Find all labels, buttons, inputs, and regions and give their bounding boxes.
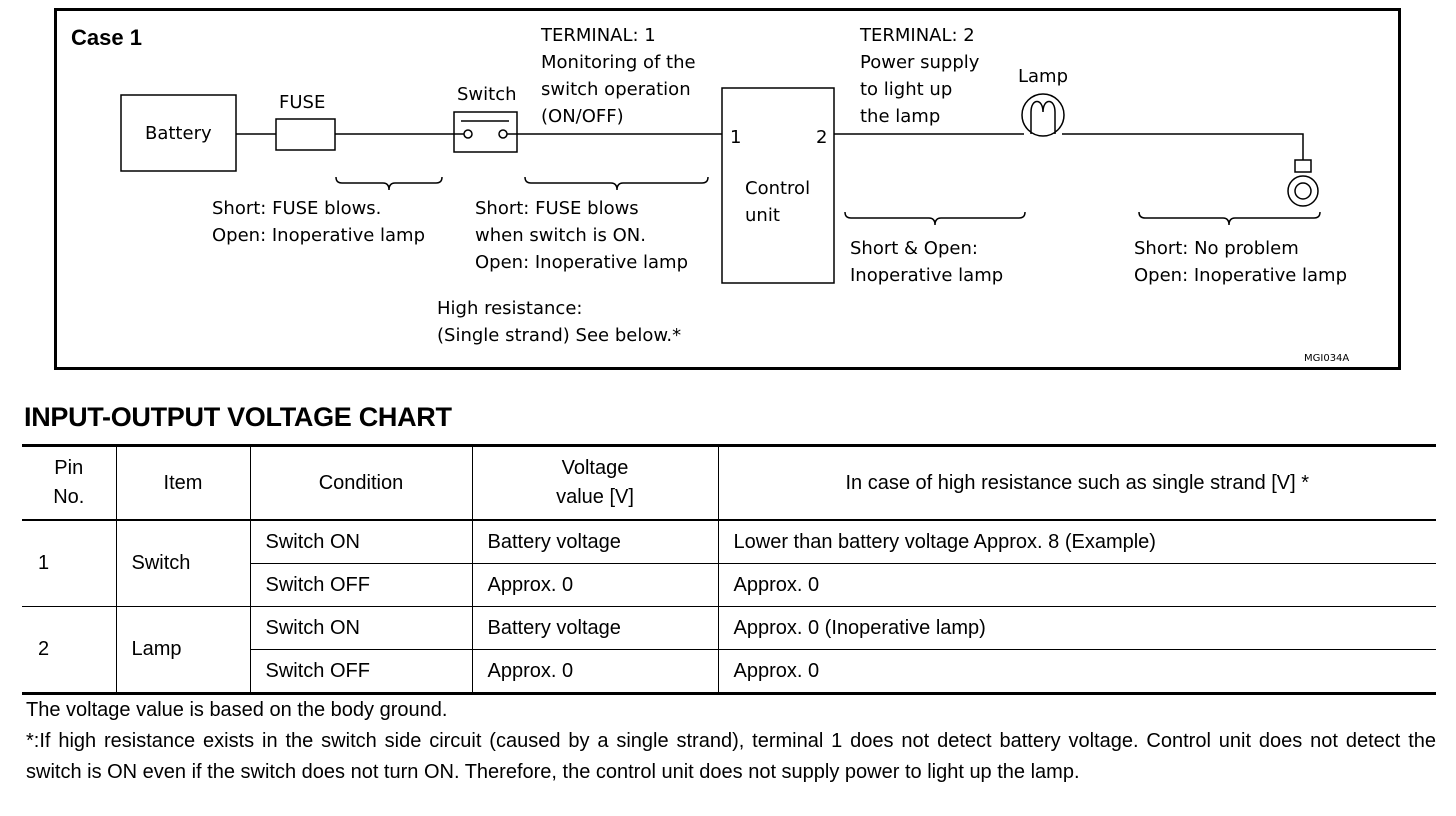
- bracket-fuse-segment: [336, 177, 442, 190]
- switch-terminal-left: [464, 130, 472, 138]
- voltage-table: [22, 444, 1436, 695]
- header-item: Item: [116, 446, 250, 521]
- ground-segment-note: Short: No problem Open: Inoperative lamp: [1134, 238, 1348, 286]
- fuse-box: [276, 119, 335, 150]
- high-resistance-note: High resistance: (Single strand) See below.*: [437, 298, 682, 346]
- table-header-row: [22, 446, 1436, 521]
- terminal2-description: TERMINAL: 2 Power supply to light up the lamp: [860, 25, 980, 127]
- header-pin-no: Pin No.: [22, 446, 116, 521]
- high-resistance-cell: Approx. 0: [718, 650, 1436, 694]
- case-label: Case 1: [71, 25, 142, 50]
- condition-cell: Switch ON: [250, 520, 472, 564]
- ground-connector-icon: [1288, 160, 1318, 206]
- condition-cell: Switch OFF: [250, 650, 472, 694]
- header-high-resistance: In case of high resistance such as single strand [V] *: [718, 446, 1436, 521]
- fuse-segment-note: Short: FUSE blows. Open: Inoperative lamp: [212, 198, 426, 246]
- switch-terminal-right: [499, 130, 507, 138]
- bracket-ground-segment: [1139, 212, 1320, 225]
- voltage-cell: Approx. 0: [472, 564, 718, 607]
- item-cell: Lamp: [116, 607, 250, 694]
- bracket-lamp-segment: [845, 212, 1025, 225]
- high-resistance-cell: Approx. 0: [718, 564, 1436, 607]
- pin-cell: 1: [22, 520, 116, 607]
- control-pin-1: 1: [730, 127, 742, 148]
- table-row: [22, 520, 1436, 564]
- high-resistance-cell: Approx. 0 (Inoperative lamp): [718, 607, 1436, 650]
- footnote: *:If high resistance exists in the switch side circuit (caused by a single strand), terminal 1 does not detect battery voltage. Control unit does not detect the switch is ON even if the switch does not turn ON. Therefore, the control unit does not supply power to light up the lamp.: [26, 730, 1436, 783]
- voltage-cell: Approx. 0: [472, 650, 718, 694]
- fuse-label: FUSE: [279, 92, 326, 113]
- battery-label: Battery: [145, 123, 212, 144]
- lamp-label: Lamp: [1018, 66, 1069, 87]
- header-voltage-value: Voltage value [V]: [472, 446, 718, 521]
- control-unit-label: Control unit: [745, 178, 811, 226]
- condition-cell: Switch OFF: [250, 564, 472, 607]
- diagram-frame: [56, 10, 1400, 369]
- table-row: [22, 607, 1436, 650]
- switch-box: [454, 112, 517, 152]
- item-cell: Switch: [116, 520, 250, 607]
- voltage-cell: Battery voltage: [472, 520, 718, 564]
- lamp-segment-note: Short & Open: Inoperative lamp: [850, 238, 1004, 286]
- ground-note: The voltage value is based on the body ground.: [26, 699, 448, 721]
- switch-segment-note: Short: FUSE blows when switch is ON. Open: Inoperative lamp: [475, 198, 689, 273]
- wire-lamp-ground: [1062, 134, 1303, 160]
- figure-code: MGI034A: [1304, 353, 1350, 364]
- terminal1-description: TERMINAL: 1 Monitoring of the switch operation (ON/OFF): [541, 25, 696, 127]
- bracket-switch-segment: [525, 177, 708, 190]
- header-condition: Condition: [250, 446, 472, 521]
- lamp-icon: [1022, 94, 1064, 136]
- pin-cell: 2: [22, 607, 116, 694]
- switch-label: Switch: [457, 84, 517, 105]
- condition-cell: Switch ON: [250, 607, 472, 650]
- high-resistance-cell: Lower than battery voltage Approx. 8 (Example): [718, 520, 1436, 564]
- circuit-diagram: [0, 0, 1456, 390]
- control-pin-2: 2: [816, 127, 828, 148]
- chart-title: INPUT-OUTPUT VOLTAGE CHART: [24, 402, 452, 432]
- voltage-cell: Battery voltage: [472, 607, 718, 650]
